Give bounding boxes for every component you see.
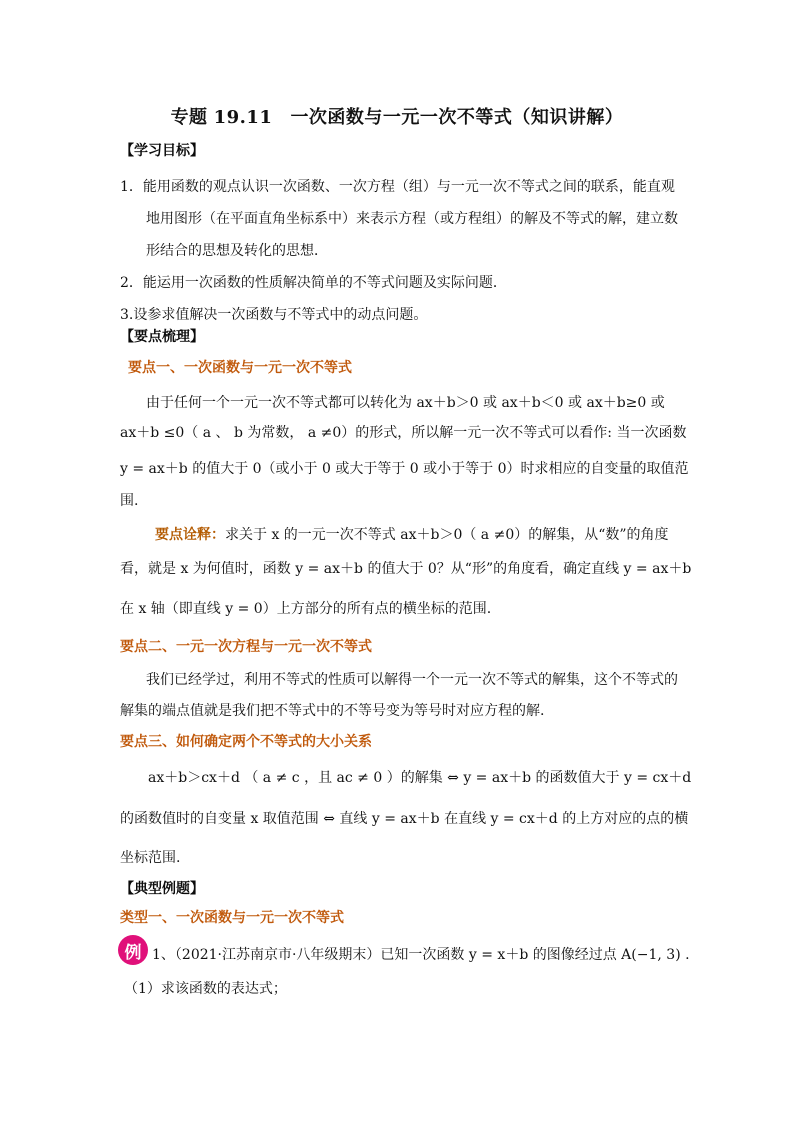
point3-p3: 坐标范围. <box>120 850 181 866</box>
point1-p2: ax＋b ≤0（ a 、 b 为常数， a ≠0）的形式，所以解一元一次不等式可以看作: 当一次函数 <box>120 425 687 441</box>
note-label: 要点诠释： <box>155 527 225 543</box>
section-goals: 【学习目标】 <box>120 143 204 159</box>
goal-1b: 地用图形（在平面直角坐标系中）来表示方程（或方程组）的解及不等式的解，建立数 <box>146 211 678 227</box>
point1-note <box>155 524 669 544</box>
point1-p4: 围. <box>120 493 139 509</box>
example-1-part-1: （1）求该函数的表达式； <box>124 981 287 997</box>
point1-p1: 由于任何一个一元一次不等式都可以转化为 ax＋b＞0 或 ax＋b＜0 或 ax＋b≥0 或 <box>146 395 665 411</box>
example-1-question: 1、（2021·江苏南京市·八年级期末）已知一次函数 y = x＋b 的图像经过点 A(−1, 3) . <box>152 947 690 963</box>
point2-p2: 解集的端点值就是我们把不等式中的不等号变为等号时对应方程的解. <box>120 703 545 719</box>
note-line-3: 在 x 轴（即直线 y = 0）上方部分的所有点的横坐标的范围. <box>120 601 492 617</box>
note-line-2: 看，就是 x 为何值时，函数 y = ax＋b 的值大于 0？从“形”的角度看，确定直线 y = ax＋b <box>120 561 692 577</box>
section-examples: 【典型例题】 <box>120 881 204 897</box>
point1-p3: y = ax＋b 的值大于 0（或小于 0 或大于等于 0 或小于等于 0）时求相应的自变量的取值范 <box>120 461 689 477</box>
goal-1a: 1．能用函数的观点认识一次函数、一次方程（组）与一元一次不等式之间的联系，能直观 <box>120 179 675 195</box>
point3-heading: 要点三、如何确定两个不等式的大小关系 <box>120 734 372 750</box>
page-title <box>0 103 794 129</box>
goal-1c: 形结合的思想及转化的思想． <box>146 243 328 259</box>
title-prefix: 专题 <box>170 107 208 128</box>
title-text: 一次函数与一元一次不等式（知识讲解） <box>290 107 624 128</box>
goal-3: 3.设参求值解决一次函数与不等式中的动点问题。 <box>120 307 428 323</box>
point1-heading: 要点一、一次函数与一元一次不等式 <box>128 360 352 376</box>
title-number: 19.11 <box>213 107 273 128</box>
note-line-1: 求关于 x 的一元一次不等式 ax＋b＞0（ a ≠0）的解集，从“数”的角度 <box>225 527 669 543</box>
point3-p1: ax＋b＞cx＋d （ a ≠ c ，且 ac ≠ 0 ）的解集 ⇔ y = ax＋b 的函数值大于 y = cx＋d <box>148 770 692 786</box>
type1-heading: 类型一、一次函数与一元一次不等式 <box>120 910 344 926</box>
goal-2: 2．能运用一次函数的性质解决简单的不等式问题及实际问题． <box>120 275 507 291</box>
example-badge: 例 <box>118 935 148 965</box>
section-points: 【要点梳理】 <box>120 329 204 345</box>
point3-p2: 的函数值时的自变量 x 取值范围 ⇔ 直线 y = ax＋b 在直线 y = cx＋d 的上方对应的点的横 <box>120 811 689 827</box>
point2-heading: 要点二、一元一次方程与一元一次不等式 <box>120 639 372 655</box>
point2-p1: 我们已经学过，利用不等式的性质可以解得一个一元一次不等式的解集，这个不等式的 <box>146 672 678 688</box>
